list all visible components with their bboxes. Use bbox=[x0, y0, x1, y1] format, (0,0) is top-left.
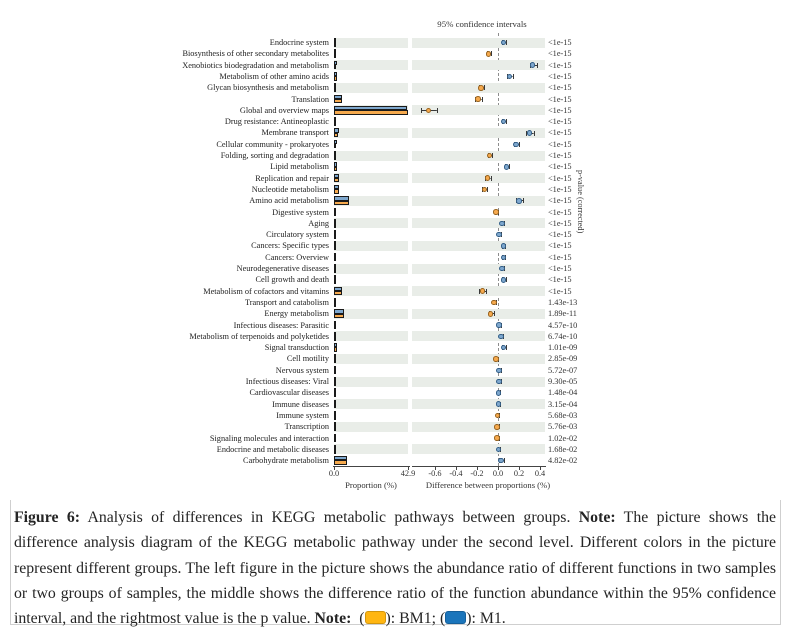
middle-panel-strip bbox=[412, 241, 545, 251]
bm1-proportion-bar bbox=[334, 155, 336, 159]
pathway-label: Folding, sorting and degradation bbox=[220, 151, 329, 160]
left-panel-strip bbox=[334, 388, 408, 398]
middle-panel-strip bbox=[412, 264, 545, 274]
pathway-row bbox=[0, 252, 791, 263]
bm1-proportion-bar bbox=[334, 381, 336, 385]
difference-dot bbox=[475, 96, 481, 102]
difference-dot bbox=[513, 142, 519, 148]
difference-dot bbox=[488, 311, 494, 317]
middle-panel-strip bbox=[412, 320, 545, 330]
bm1-proportion-bar bbox=[334, 65, 336, 69]
middle-panel-strip bbox=[412, 218, 545, 228]
legend-swatch-m1 bbox=[445, 611, 466, 624]
bm1-proportion-bar bbox=[334, 268, 336, 272]
middle-axis-line bbox=[412, 466, 546, 467]
pathway-label: Immune diseases bbox=[272, 399, 329, 409]
pathway-label: Cellular community - prokaryotes bbox=[216, 139, 329, 149]
pathway-label: Signaling molecules and interaction bbox=[209, 433, 329, 443]
difference-dot bbox=[478, 85, 484, 91]
p-value: <1e-15 bbox=[548, 38, 572, 47]
left-panel-strip bbox=[334, 207, 408, 217]
bm1-proportion-bar bbox=[334, 325, 336, 329]
pathway-label: Amino acid metabolism bbox=[249, 196, 329, 206]
middle-panel-strip bbox=[412, 252, 545, 262]
middle-panel-strip bbox=[412, 365, 545, 375]
left-panel-strip bbox=[334, 173, 408, 183]
middle-panel-strip bbox=[412, 444, 545, 454]
p-value: 1.48e-04 bbox=[548, 388, 578, 398]
p-value: <1e-15 bbox=[548, 207, 572, 217]
pathway-row bbox=[0, 207, 791, 218]
pathway-label: Digestive system bbox=[272, 207, 329, 217]
pathway-label: Endocrine and metabolic diseases bbox=[216, 444, 329, 454]
left-panel-strip bbox=[334, 162, 408, 172]
pathway-row bbox=[0, 342, 791, 353]
pathway-row bbox=[0, 308, 791, 319]
p-value: <1e-15 bbox=[548, 139, 572, 149]
left-panel-strip bbox=[334, 286, 408, 296]
left-panel-strip bbox=[334, 433, 408, 443]
left-panel-strip bbox=[334, 377, 408, 387]
bm1-proportion-bar bbox=[334, 144, 336, 148]
left-panel-strip bbox=[334, 275, 408, 285]
pathway-label: Drug resistance: Antineoplastic bbox=[224, 117, 329, 127]
pathway-label: Infectious diseases: Parasitic bbox=[233, 320, 329, 330]
pathway-row bbox=[0, 139, 791, 150]
middle-axis-tick-label: -0.6 bbox=[428, 469, 442, 478]
difference-dot bbox=[498, 334, 504, 340]
middle-panel-strip bbox=[412, 422, 545, 432]
bm1-proportion-bar bbox=[334, 167, 337, 171]
middle-panel-strip bbox=[412, 309, 545, 319]
bm1-proportion-bar bbox=[334, 76, 337, 80]
difference-dot bbox=[501, 243, 507, 249]
difference-dot bbox=[494, 435, 500, 441]
left-panel-strip bbox=[334, 184, 408, 194]
left-panel-strip bbox=[334, 117, 408, 127]
pathway-label: Metabolism of other amino acids bbox=[219, 71, 329, 81]
p-value: <1e-15 bbox=[548, 128, 572, 138]
bm1-proportion-bar bbox=[334, 201, 349, 205]
middle-panel-strip bbox=[412, 354, 545, 364]
pathway-row bbox=[0, 37, 791, 48]
pathway-row bbox=[0, 353, 791, 364]
bm1-proportion-bar bbox=[334, 234, 336, 238]
p-value: 4.82e-02 bbox=[548, 456, 578, 466]
pathway-row bbox=[0, 331, 791, 342]
bm1-proportion-bar bbox=[334, 347, 337, 351]
bm1-proportion-bar bbox=[334, 178, 339, 182]
bm1-proportion-bar bbox=[334, 54, 336, 58]
bm1-proportion-bar bbox=[334, 460, 347, 464]
figure-caption bbox=[14, 505, 776, 631]
pathway-row bbox=[0, 184, 791, 195]
pathway-row bbox=[0, 127, 791, 138]
difference-dot bbox=[491, 300, 497, 306]
middle-panel-strip bbox=[412, 173, 545, 183]
bm1-proportion-bar bbox=[334, 336, 336, 340]
middle-panel-strip bbox=[412, 128, 545, 138]
left-panel-strip bbox=[334, 151, 408, 161]
left-panel-strip bbox=[334, 410, 408, 420]
left-panel-strip bbox=[334, 320, 408, 330]
middle-panel-strip bbox=[412, 117, 545, 127]
bm1-proportion-bar bbox=[334, 427, 336, 431]
pathway-label: Transport and catabolism bbox=[244, 297, 329, 307]
bm1-proportion-bar bbox=[334, 223, 336, 227]
pathway-label: Membrane transport bbox=[261, 128, 329, 138]
middle-panel-strip bbox=[412, 162, 545, 172]
difference-dot bbox=[496, 322, 502, 328]
bm1-proportion-bar bbox=[334, 314, 344, 318]
middle-panel-strip bbox=[412, 433, 545, 443]
pathway-row bbox=[0, 105, 791, 116]
pathway-label: Biosynthesis of other secondary metabolites bbox=[182, 49, 329, 59]
bm1-proportion-bar bbox=[334, 212, 336, 216]
caption-body-2: The picture shows the difference analysis diagram of the KEGG metabolic pathway under the second level. Different colors in the picture represent different groups. The left figure in the picture shows the abundance ratio of different functions in two samples or two groups of samples, the middle shows the difference ratio of the function abundance within the 95% confidence interval, and the rightmost value is the p value. bbox=[14, 509, 776, 628]
bm1-proportion-bar bbox=[334, 449, 336, 453]
left-panel-strip bbox=[334, 71, 408, 81]
left-panel-strip bbox=[334, 399, 408, 409]
pathway-row bbox=[0, 433, 791, 444]
middle-panel-strip bbox=[412, 388, 545, 398]
pathway-label: Cancers: Overview bbox=[265, 252, 329, 262]
p-value: 9.30e-05 bbox=[548, 377, 578, 386]
pathway-label: Aging bbox=[308, 218, 329, 228]
p-value: <1e-15 bbox=[548, 83, 572, 93]
pathway-label: Signal transduction bbox=[264, 343, 329, 353]
difference-dot bbox=[501, 277, 507, 283]
pathway-row bbox=[0, 240, 791, 251]
left-panel-strip bbox=[334, 49, 408, 59]
p-value: <1e-15 bbox=[548, 241, 572, 251]
legend-swatch-bm1 bbox=[365, 611, 386, 624]
pathway-row bbox=[0, 421, 791, 432]
left-panel-strip bbox=[334, 83, 408, 93]
p-value: <1e-15 bbox=[548, 162, 572, 172]
p-value: 1.89e-11 bbox=[548, 309, 577, 319]
bm1-proportion-bar bbox=[334, 370, 336, 374]
middle-panel-strip bbox=[412, 38, 545, 48]
pathway-row bbox=[0, 444, 791, 455]
left-panel-strip bbox=[334, 128, 408, 138]
pathway-row bbox=[0, 410, 791, 421]
difference-dot bbox=[480, 288, 486, 294]
middle-panel-strip bbox=[412, 139, 545, 149]
p-value: <1e-15 bbox=[548, 196, 572, 206]
pathway-label: Translation bbox=[291, 94, 329, 104]
pathway-row bbox=[0, 48, 791, 59]
caption-legend: ( ): BM1; ( ): M1. bbox=[355, 610, 506, 628]
pathway-label: Circulatory system bbox=[266, 230, 329, 240]
ci-header: 95% confidence intervals bbox=[437, 19, 527, 29]
middle-axis-label: Difference between proportions (%) bbox=[425, 480, 551, 490]
left-panel-strip bbox=[334, 309, 408, 319]
p-value: 6.74e-10 bbox=[548, 331, 578, 341]
p-value: <1e-15 bbox=[548, 252, 572, 262]
pathway-label: Glycan biosynthesis and metabolism bbox=[207, 83, 329, 93]
p-value: <1e-15 bbox=[548, 49, 572, 59]
difference-dot bbox=[494, 424, 500, 430]
pathway-row bbox=[0, 455, 791, 466]
pathway-label: Lipid metabolism bbox=[270, 162, 329, 172]
middle-panel-strip bbox=[412, 343, 545, 353]
pvalue-axis-label: p-value (corrected) bbox=[576, 170, 585, 234]
middle-panel-strip bbox=[412, 60, 545, 70]
pathway-row bbox=[0, 297, 791, 308]
p-value: <1e-15 bbox=[548, 286, 572, 296]
p-value: 1.43e-13 bbox=[548, 297, 578, 307]
bm1-proportion-bar bbox=[334, 189, 339, 193]
difference-dot bbox=[493, 209, 499, 215]
bm1-proportion-bar bbox=[334, 121, 336, 125]
pathway-row bbox=[0, 274, 791, 285]
p-value: <1e-15 bbox=[548, 94, 572, 104]
pathway-label: Infectious diseases: Viral bbox=[245, 377, 329, 386]
difference-dot bbox=[501, 255, 507, 261]
middle-panel-strip bbox=[412, 297, 545, 307]
middle-panel-strip bbox=[412, 196, 545, 206]
p-value: <1e-15 bbox=[548, 173, 572, 183]
left-panel-strip bbox=[334, 94, 408, 104]
middle-panel-strip bbox=[412, 71, 545, 81]
bm1-proportion-bar bbox=[334, 246, 336, 250]
p-value: 5.76e-03 bbox=[548, 422, 578, 432]
pathway-row bbox=[0, 71, 791, 82]
pathway-label: Nucleotide metabolism bbox=[251, 184, 329, 194]
p-value: <1e-15 bbox=[548, 117, 572, 127]
difference-dot bbox=[504, 164, 510, 170]
pathway-row bbox=[0, 161, 791, 172]
p-value: <1e-15 bbox=[548, 71, 572, 81]
pathway-label: Energy metabolism bbox=[264, 309, 329, 319]
pathway-row bbox=[0, 195, 791, 206]
middle-axis-tick-label: -0.2 bbox=[470, 469, 484, 478]
bm1-proportion-bar bbox=[334, 257, 336, 261]
left-axis-tick-label: 42.9 bbox=[400, 469, 416, 478]
left-panel-strip bbox=[334, 218, 408, 228]
pathway-row bbox=[0, 376, 791, 387]
middle-panel-strip bbox=[412, 151, 545, 161]
p-value: 5.68e-03 bbox=[548, 410, 578, 420]
p-value: 1.02e-02 bbox=[548, 433, 578, 443]
pathway-label: Immune system bbox=[276, 410, 329, 420]
p-value: 4.57e-10 bbox=[548, 320, 578, 330]
left-axis-tick-label: 0.0 bbox=[328, 469, 340, 478]
p-value: <1e-15 bbox=[548, 105, 572, 115]
left-panel-strip bbox=[334, 444, 408, 454]
left-panel-strip bbox=[334, 252, 408, 262]
pathway-label: Neurodegenerative diseases bbox=[236, 264, 329, 273]
p-value: <1e-15 bbox=[548, 218, 572, 228]
caption-body-1: Analysis of differences in KEGG metabolic pathways between groups. bbox=[79, 509, 579, 526]
pathway-row bbox=[0, 116, 791, 127]
bm1-proportion-bar bbox=[334, 404, 336, 408]
p-value: <1e-15 bbox=[548, 264, 572, 273]
p-value: 2.85e-09 bbox=[548, 354, 578, 364]
pathway-label: Xenobiotics biodegradation and metabolism bbox=[182, 60, 329, 70]
pathway-label: Cell growth and death bbox=[255, 275, 329, 285]
bm1-proportion-bar bbox=[334, 302, 336, 306]
bm1-proportion-bar bbox=[334, 415, 336, 419]
p-value: <1e-15 bbox=[548, 275, 572, 285]
p-value: <1e-15 bbox=[548, 230, 572, 240]
left-panel-strip bbox=[334, 343, 408, 353]
p-value: 5.72e-07 bbox=[548, 365, 578, 375]
left-panel-strip bbox=[334, 297, 408, 307]
left-axis-label: Proportion (%) bbox=[345, 480, 397, 490]
bm1-proportion-bar bbox=[334, 88, 336, 92]
difference-dot bbox=[496, 390, 502, 396]
middle-axis-tick-label: 0.2 bbox=[513, 469, 525, 478]
middle-panel-strip bbox=[412, 184, 545, 194]
difference-dot bbox=[499, 221, 505, 227]
middle-panel-strip bbox=[412, 331, 545, 341]
difference-dot bbox=[527, 130, 533, 136]
pathway-row bbox=[0, 173, 791, 184]
pathway-row bbox=[0, 399, 791, 410]
difference-dot bbox=[486, 51, 492, 57]
bm1-proportion-bar bbox=[334, 99, 342, 103]
figure-number-label: Figure 6: bbox=[14, 509, 80, 526]
left-panel-strip bbox=[334, 241, 408, 251]
pathway-label: Replication and repair bbox=[255, 173, 329, 183]
middle-axis-tick-label: -0.4 bbox=[449, 469, 463, 478]
middle-axis-tick-label: 0.0 bbox=[492, 469, 504, 478]
left-panel-strip bbox=[334, 365, 408, 375]
middle-panel-strip bbox=[412, 49, 545, 59]
p-value: 1.68e-02 bbox=[548, 444, 578, 454]
caption-note-label: Note: bbox=[578, 509, 616, 526]
pathway-row bbox=[0, 60, 791, 71]
bm1-proportion-bar bbox=[334, 291, 342, 295]
middle-panel-strip bbox=[412, 275, 545, 285]
difference-dot bbox=[496, 368, 502, 374]
p-value: 1.01e-09 bbox=[548, 343, 578, 353]
difference-dot bbox=[493, 356, 499, 362]
left-panel-strip bbox=[334, 422, 408, 432]
pathway-row bbox=[0, 229, 791, 240]
pathway-label: Global and overview maps bbox=[239, 105, 329, 115]
pathway-row bbox=[0, 387, 791, 398]
pathway-row bbox=[0, 82, 791, 93]
pathway-row bbox=[0, 218, 791, 229]
pathway-label: Endocrine system bbox=[269, 38, 329, 47]
bm1-proportion-bar bbox=[334, 393, 336, 397]
middle-panel-strip bbox=[412, 399, 545, 409]
bm1-proportion-bar bbox=[334, 280, 336, 284]
bm1-proportion-bar bbox=[334, 133, 338, 137]
pathway-label: Cell motility bbox=[286, 354, 329, 364]
pathway-row bbox=[0, 150, 791, 161]
pathway-row bbox=[0, 286, 791, 297]
caption-note-label-2: Note: bbox=[314, 610, 352, 628]
left-panel-strip bbox=[334, 331, 408, 341]
left-panel-strip bbox=[334, 60, 408, 70]
left-panel-strip bbox=[334, 354, 408, 364]
pathway-row bbox=[0, 365, 791, 376]
left-panel-strip bbox=[334, 139, 408, 149]
pathway-label: Nervous system bbox=[275, 365, 329, 375]
pathway-label: Transcription bbox=[284, 422, 329, 432]
pathway-row bbox=[0, 320, 791, 331]
bm1-proportion-bar bbox=[334, 438, 336, 442]
p-value: 3.15e-04 bbox=[548, 399, 578, 409]
middle-panel-strip bbox=[412, 377, 545, 387]
middle-axis-tick-label: 0.4 bbox=[534, 469, 546, 478]
left-panel-strip bbox=[334, 38, 408, 48]
difference-dot bbox=[516, 198, 522, 204]
p-value: <1e-15 bbox=[548, 151, 572, 160]
pathway-row bbox=[0, 263, 791, 274]
left-panel-strip bbox=[334, 264, 408, 274]
pathway-label: Cancers: Specific types bbox=[251, 241, 329, 251]
middle-panel-strip bbox=[412, 207, 545, 217]
pathway-row bbox=[0, 94, 791, 105]
left-panel-strip bbox=[334, 230, 408, 240]
middle-panel-strip bbox=[412, 230, 545, 240]
middle-panel-strip bbox=[412, 456, 545, 466]
p-value: <1e-15 bbox=[548, 184, 572, 194]
middle-panel-strip bbox=[412, 410, 545, 420]
p-value: <1e-15 bbox=[548, 60, 572, 70]
left-axis-line bbox=[333, 466, 410, 467]
bm1-proportion-bar bbox=[334, 42, 336, 46]
bm1-proportion-bar bbox=[334, 110, 408, 114]
pathway-label: Cardiovascular diseases bbox=[249, 388, 329, 398]
pathway-label: Metabolism of cofactors and vitamins bbox=[203, 286, 329, 296]
bm1-proportion-bar bbox=[334, 359, 336, 363]
pathway-label: Carbohydrate metabolism bbox=[243, 456, 329, 466]
pathway-label: Metabolism of terpenoids and polyketides bbox=[189, 331, 329, 341]
